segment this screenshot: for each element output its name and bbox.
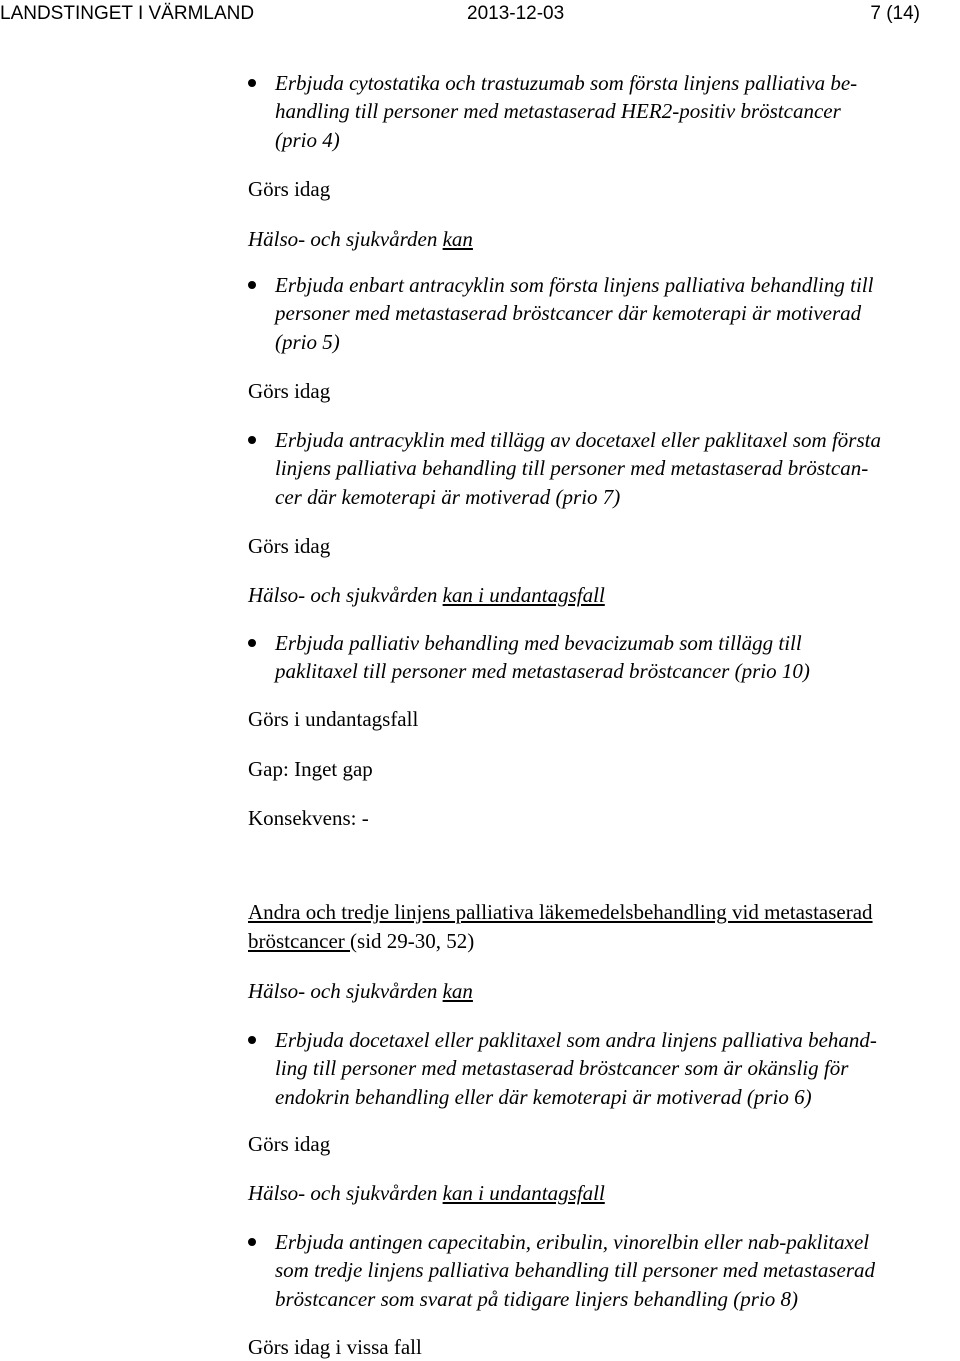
section-heading: Hälso- och sjukvården kan i undantagsfall	[248, 583, 605, 607]
bullet-icon	[248, 639, 256, 647]
header-organization: LANDSTINGET I VÄRMLAND	[0, 3, 255, 24]
status-text: Görs idag	[248, 534, 331, 558]
bullet-icon	[248, 281, 256, 289]
section-heading: Hälso- och sjukvården kan i undantagsfall	[248, 1181, 605, 1205]
konsekvens-text: Konsekvens: -	[248, 806, 369, 830]
bullet-icon	[248, 79, 256, 87]
header-page-number: 7 (14)	[870, 3, 920, 24]
status-text: Görs idag i vissa fall	[248, 1335, 422, 1359]
bullet-icon	[248, 1036, 256, 1044]
header-date: 2013-12-03	[467, 3, 565, 24]
bullet-icon	[248, 436, 256, 444]
section-heading: Hälso- och sjukvården kan	[248, 227, 473, 251]
page-header	[0, 2, 960, 26]
status-text: Görs idag	[248, 379, 331, 403]
status-text: Görs i undantagsfall	[248, 707, 419, 731]
bullet-text: Erbjuda docetaxel eller paklitaxel som andra linjens palliativa behand- ling till personer med metastaserad bröstcancer som är okänslig för endokrin behandling eller där kemoterapi är motiverad (prio 6)	[275, 1028, 877, 1109]
bullet-text: Erbjuda palliativ behandling med bevacizumab som tillägg till paklitaxel till personer med metastaserad bröstcancer (prio 10)	[275, 631, 810, 684]
gap-text: Gap: Inget gap	[248, 757, 373, 781]
bullet-text: Erbjuda cytostatika och trastuzumab som första linjens palliativa be- handling till personer med metastaserad HER2-positiv bröstcancer (prio 4)	[275, 71, 858, 152]
bullet-icon	[248, 1238, 256, 1246]
status-text: Görs idag	[248, 177, 331, 201]
bullet-text: Erbjuda antingen capecitabin, eribulin, vinorelbin eller nab-paklitaxel som tredje linjens palliativa behandling till personer med metastaserad bröstcancer som svarat på tidigare linjers behandling (prio 8)	[275, 1230, 875, 1311]
section-title: Andra och tredje linjens palliativa läkemedelsbehandling vid metastaserad	[248, 900, 873, 924]
bullet-text: Erbjuda enbart antracyklin som första linjens palliativa behandling till personer med metastaserad bröstcancer där kemoterapi är motiverad (prio 5)	[275, 273, 874, 354]
section-title-continuation: bröstcancer (sid 29-30, 52)	[248, 929, 475, 953]
status-text: Görs idag	[248, 1132, 331, 1156]
section-heading: Hälso- och sjukvården kan	[248, 979, 473, 1003]
bullet-text: Erbjuda antracyklin med tillägg av docetaxel eller paklitaxel som första linjens palliativa behandling till personer med metastaserad bröstcan- cer där kemoterapi är motiverad (prio 7)	[275, 428, 881, 509]
